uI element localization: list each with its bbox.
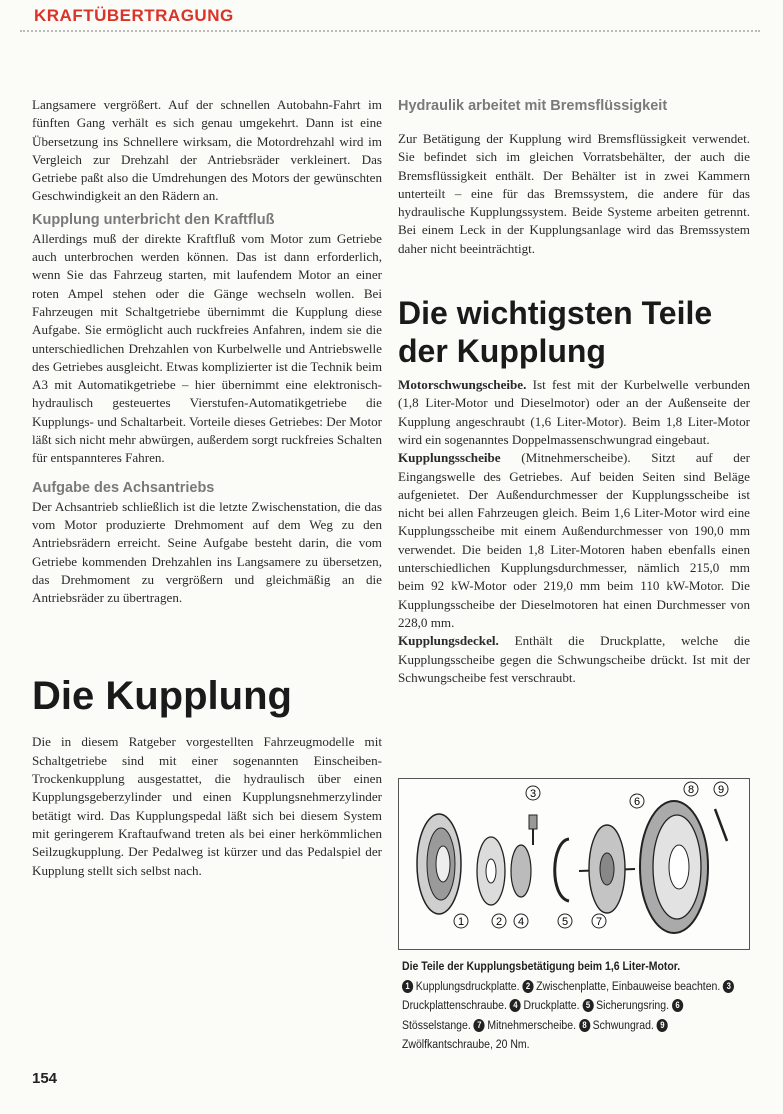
text-motorschwungscheibe: Ist fest mit der Kurbelwelle verbunden (1,8 Liter-Motor und Dieselmotor) oder an der Außenseite der Kupplung angeschraubt (1,6 Liter-Motor). Beim 1,8 Liter-Motor wird ein sogenanntes Doppelmassenschwungrad eingebaut. (398, 377, 750, 447)
caption-item: Druckplatte. (523, 998, 580, 1012)
header-divider (20, 30, 760, 32)
paragraph-kraftfluss: Allerdings muß der direkte Kraftfluß vom Motor zum Getriebe auch unterbrochen werden können. Das ist dann erforderlich, wenn Sie das Fahrzeug starten, mit laufendem Motor an einer roten Ampel stehen oder die Gänge wechseln wollen. Bei Fahrzeugen mit Schaltgetriebe übernimmt die Kupplung diese Aufgabe. Sie ermöglicht auch ruckfreies Anfahren, indem sie die unterschiedlichen Drehzahlen von Kurbelwelle und Antriebswelle des Getriebes ausgleicht. Etwas komplizierter ist die Technik beim A3 mit Automatikgetriebe – hier übernimmt eine elektronisch-hydraulisch gesteuertes Vierstufen-Automatikgetriebe die Kupplungs- und Schaltarbeit. Vorteile dieses Getriebes: Der Motor läßt sich nicht mehr abwürgen, außerdem sorgt ruckfreies Schalten für entspannteres Fahren. (32, 230, 382, 466)
term-kupplungsdeckel: Kupplungsdeckel. (398, 633, 499, 649)
page-number: 154 (32, 1070, 58, 1087)
heading-wichtigste-teile: Die wichtigsten Teile der Kupplung (398, 295, 713, 370)
callout-8: 8 (687, 784, 695, 796)
heading-achsantrieb: Aufgabe des Achsantriebs (32, 479, 215, 496)
caption-item: Sicherungsring. (596, 998, 669, 1012)
caption-item: Zwölfkantschraube, 20 Nm. (402, 1037, 530, 1051)
caption-number: 2 (522, 980, 533, 993)
caption-number: 9 (657, 1019, 668, 1032)
text-kupplungsscheibe: (Mitnehmerscheibe). Sitzt auf der Eingangswelle des Getriebes. Auf beiden Seiten sind Beläge aufgenietet. Der Außendurchmesser der Kupplungsscheibe ist nicht bei allen Fahrzeugen gleich. Beim 1,6 Liter-Motor wird eine Kupplungsscheibe mit einem Außendurchmesser von 190,0 mm verwendet. Die beiden 1,8 Liter-Motoren haben ebenfalls einen unterschiedlichen Kupplungsdurchmesser, nämlich 215,0 mm beim 92 kW-Motor oder 219,0 mm beim 110 kW-Motor. Die Kupplungsscheibe der Dieselmotoren hat einen Durchmesser von 228,0 mm. (398, 450, 750, 630)
term-motorschwungscheibe: Motorschwungscheibe. (398, 377, 527, 393)
caption-number: 6 (672, 999, 683, 1012)
callout-5: 5 (561, 916, 569, 928)
caption-item: Stösselstange. (402, 1017, 471, 1032)
paragraph-hydraulik: Zur Betätigung der Kupplung wird Bremsflüssigkeit verwendet. Sie befindet sich im gleichen Vorratsbehälter, der auch die Bremsflüssigkeit enthält. Der Behälter ist in zwei Kammern unterteilt – eine für das Bremssystem, die andere für das hydraulische Kupplungssystem. Beide Systeme arbeiten getrennt. Bei einem Leck in der Kupplungsanlage wird das Bremssystem daher nicht beeinträchtigt. (398, 131, 750, 256)
caption-number: 7 (474, 1019, 485, 1032)
clutch-parts-figure (398, 778, 750, 950)
caption-item: Kupplungsdruckplatte. (415, 978, 520, 993)
paragraph-kupplungsscheibe (398, 449, 750, 632)
caption-item: Zwischenplatte, Einbauweise beachten. (536, 978, 721, 993)
clutch-parts-drawing (399, 779, 749, 949)
left-column (32, 96, 382, 880)
caption-number: 4 (510, 999, 521, 1012)
figure-caption (402, 957, 750, 1055)
paragraph-kupplung: Die in diesem Ratgeber vorgestellten Fahrzeugmodelle mit Schaltgetriebe sind mit einer sogenannten Einscheiben-Trockenkupplung ausgestattet, die hydraulisch über einen Kupplungsgeberzylinder und einen Kupplungsnehmerzylinder betätigt wird. Das Kupplungspedal läßt sich bei diesem System mit geringerem Kraftaufwand treten als bei einer herkömmlichen Seilzugkupplung. Der Pedalweg ist kürzer und das Pedalspiel der Kupplung stellt sich selbst nach. (32, 734, 382, 878)
heading-hydraulik: Hydraulik arbeitet mit Bremsflüssigkeit (398, 98, 668, 114)
paragraph-achsantrieb: Der Achsantrieb schließlich ist die letzte Zwischenstation, die das vom Motor produzierte Drehmoment auf dem Weg zu den Antriebsrädern erreicht. Seine Aufgabe besteht darin, die vom Getriebe kommenden Drehzahlen ins Langsamere zu übersetzen, das Drehmoment zu vergrößern und gleichmäßig an die Antriebsräder zu übertragen. (32, 498, 382, 606)
page-header (20, 6, 760, 30)
callout-9: 9 (717, 784, 725, 796)
callout-1: 1 (457, 916, 465, 928)
heading-die-kupplung: Die Kupplung (32, 674, 292, 719)
callout-7: 7 (595, 916, 603, 928)
term-kupplungsscheibe: Kupplungsscheibe (398, 450, 501, 466)
caption-item: Druckplattenschraube. (402, 998, 507, 1012)
caption-title: Die Teile der Kupplungsbetätigung beim 1,6 Liter-Motor. (402, 959, 681, 973)
intro-paragraph: Langsamere vergrößert. Auf der schnellen Autobahn-Fahrt im fünften Gang verhält es sich genau umgekehrt. Dann ist eine Übersetzung ins Schnellere wirksam, die Motordrehzahl wird im Vergleich zur Drehzahl der Antriebsräder verkleinert. Das Getriebe paßt also die Umdrehungen des Motors der gewünschten Geschwindigkeit an den Rädern an. (32, 97, 382, 204)
callout-6: 6 (633, 796, 641, 808)
callout-4: 4 (517, 916, 525, 928)
caption-number: 8 (579, 1019, 590, 1032)
callout-3: 3 (529, 788, 537, 800)
paragraph-kupplungsdeckel (398, 632, 750, 687)
paragraph-schwungscheibe (398, 376, 750, 449)
text-kupplungsdeckel: Enthält die Druckplatte, welche die Kupplungsscheibe gegen die Schwungscheibe drückt. Ist mit der Schwungscheibe fest verschraubt. (398, 633, 750, 685)
caption-number: 5 (582, 999, 593, 1012)
caption-number: 1 (402, 980, 413, 993)
callout-2: 2 (495, 916, 503, 928)
caption-item: Mitnehmerscheibe. (487, 1017, 576, 1032)
caption-item: Schwungrad. (592, 1017, 654, 1032)
caption-number: 3 (723, 980, 734, 993)
heading-kraftfluss: Kupplung unterbricht den Kraftfluß (32, 211, 275, 228)
section-title: KRAFTÜBERTRAGUNG (34, 6, 234, 25)
right-column (398, 96, 750, 687)
